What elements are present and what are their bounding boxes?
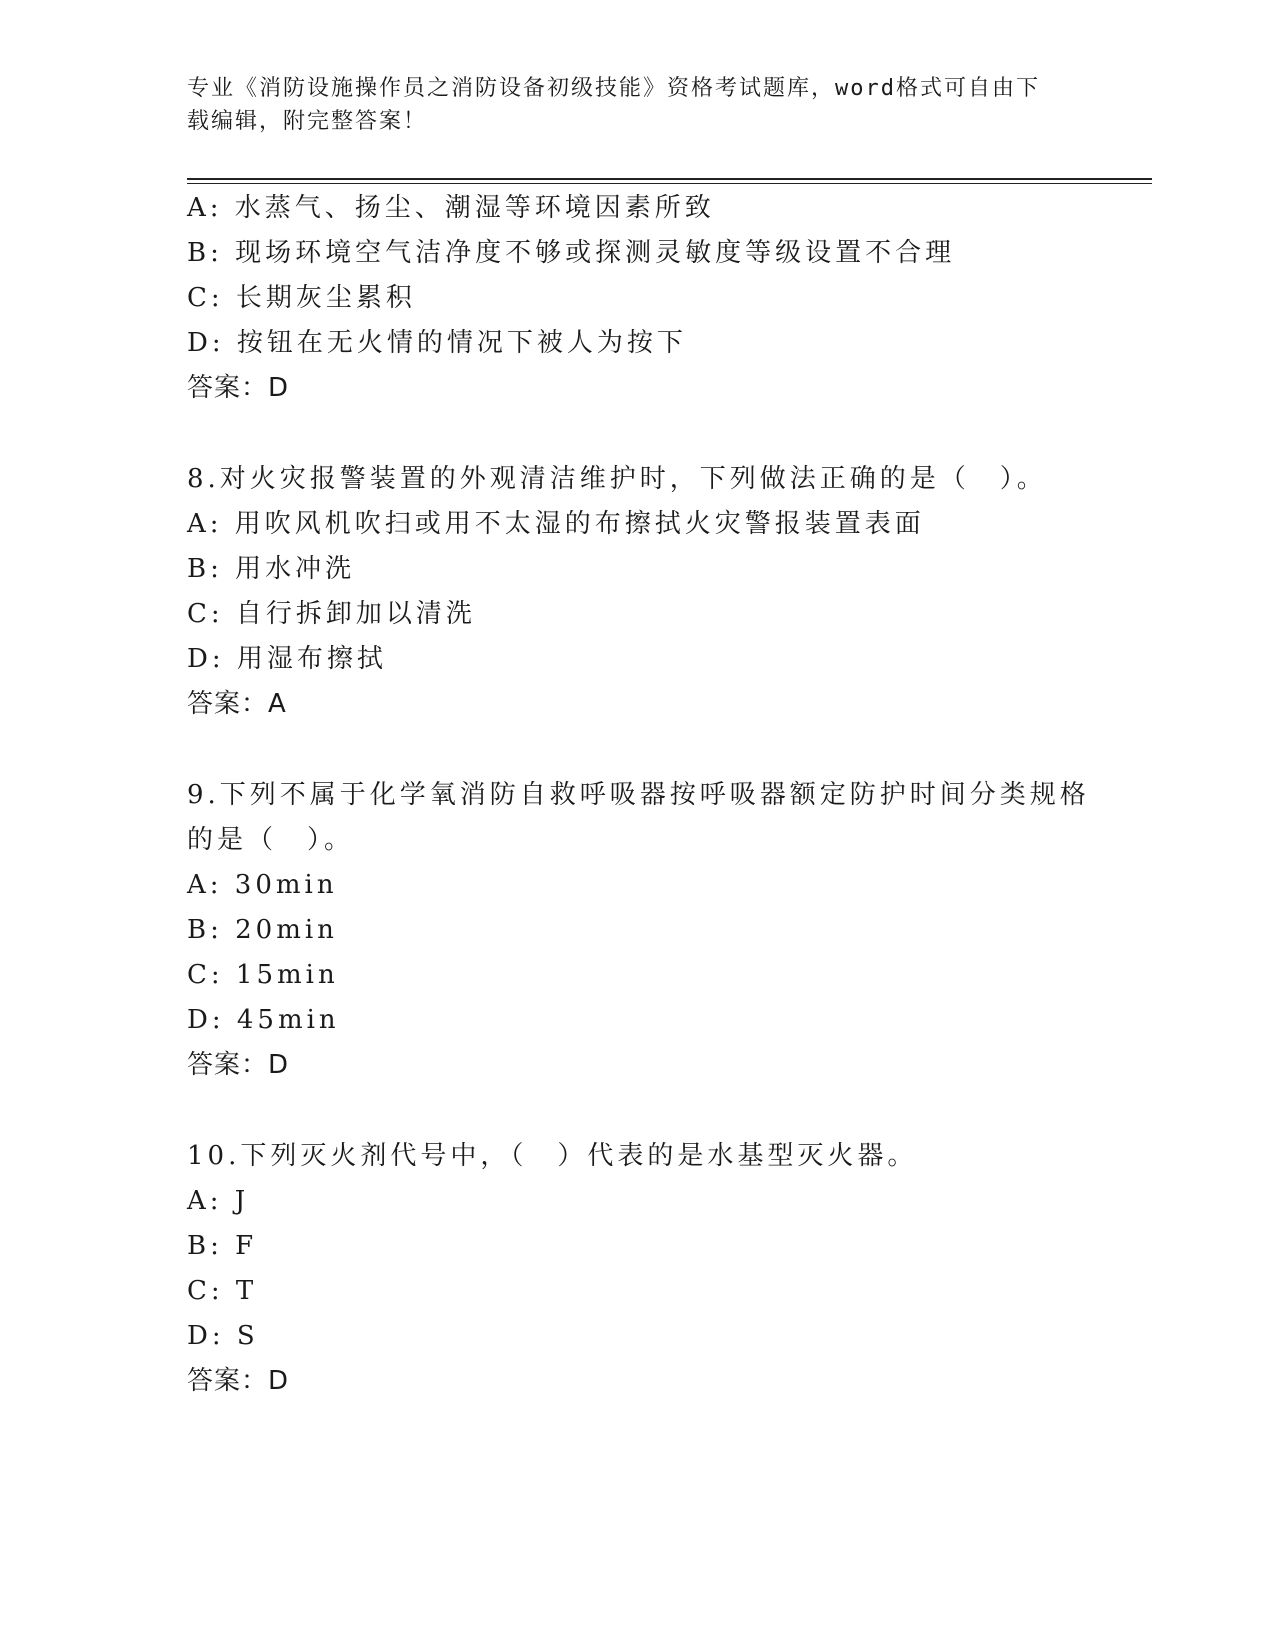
- q7-option-a: A: 水蒸气、扬尘、潮湿等环境因素所致: [187, 193, 715, 223]
- q7-option-c: C: 长期灰尘累积: [187, 283, 416, 313]
- q9-option-d: D: 45min: [187, 1005, 340, 1035]
- q9-answer: 答案：D: [187, 1050, 290, 1080]
- header-line-1: 专业《消防设施操作员之消防设备初级技能》资格考试题库，word格式可自由下: [187, 76, 1040, 101]
- q7-answer: 答案：D: [187, 373, 290, 403]
- q7-option-d: D: 按钮在无火情的情况下被人为按下: [187, 328, 687, 358]
- q10-option-c: C: T: [187, 1276, 258, 1306]
- q8-stem: 8.对火灾报警装置的外观清洁维护时，下列做法正确的是（ ）。: [187, 464, 1047, 494]
- q9-option-b: B: 20min: [187, 915, 338, 945]
- q8-option-d: D: 用湿布擦拭: [187, 644, 387, 674]
- q10-answer: 答案：D: [187, 1366, 290, 1396]
- document-header: [187, 72, 1067, 138]
- q7-option-b: B: 现场环境空气洁净度不够或探测灵敏度等级设置不合理: [187, 238, 956, 268]
- q10-stem: 10.下列灭火剂代号中，（ ）代表的是水基型灭火器。: [187, 1141, 918, 1171]
- q9-option-a: A: 30min: [187, 870, 338, 900]
- q8-option-c: C: 自行拆卸加以清洗: [187, 599, 476, 629]
- q8-option-b: B: 用水冲洗: [187, 554, 356, 584]
- header-divider-thin: [187, 183, 1152, 184]
- header-line-2: 载编辑，附完整答案！: [187, 109, 428, 134]
- q10-option-b: B: F: [187, 1231, 258, 1261]
- header-divider-thick: [187, 178, 1152, 180]
- q10-option-d: D: S: [187, 1321, 259, 1351]
- q9-option-c: C: 15min: [187, 960, 339, 990]
- q9-stem-line-2: 的是（ ）。: [187, 825, 355, 855]
- q8-option-a: A: 用吹风机吹扫或用不太湿的布擦拭火灾警报装置表面: [187, 509, 925, 539]
- q9-stem-line-1: 9.下列不属于化学氧消防自救呼吸器按呼吸器额定防护时间分类规格: [187, 780, 1090, 810]
- q10-option-a: A: J: [187, 1186, 250, 1216]
- q8-answer: 答案：A: [187, 689, 287, 719]
